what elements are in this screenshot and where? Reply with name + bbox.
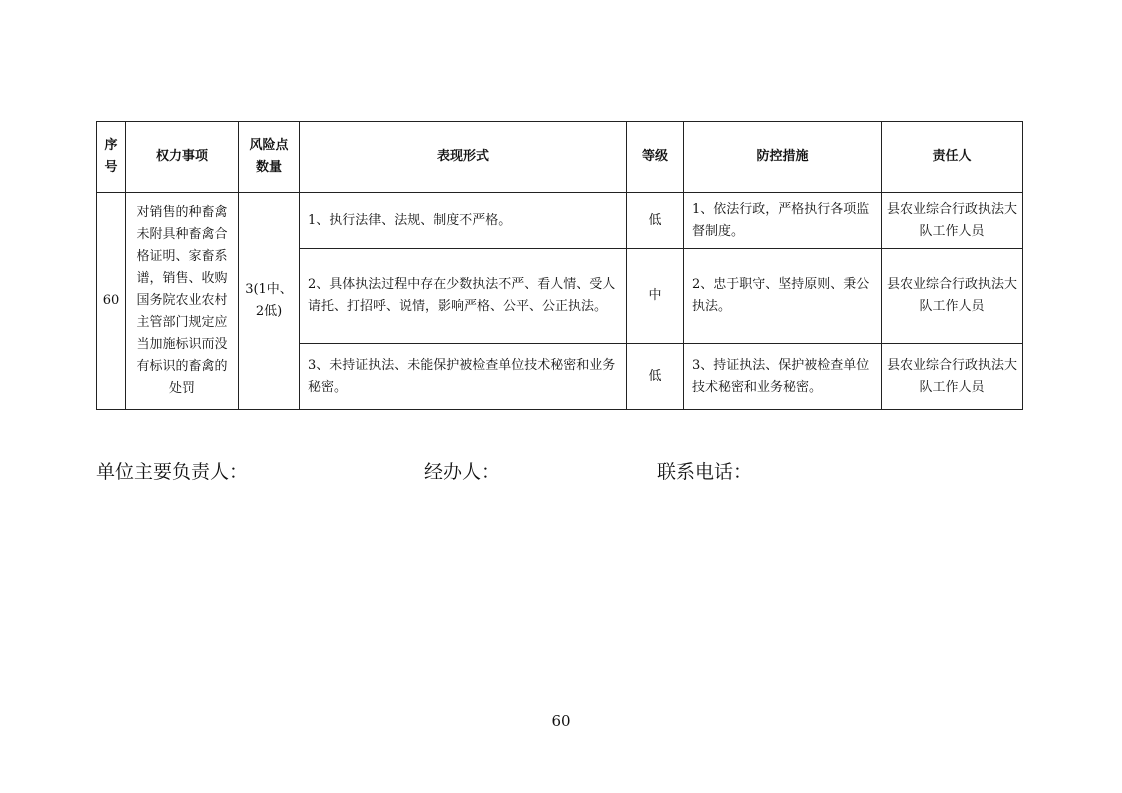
header-level: 等级 xyxy=(627,122,684,193)
header-risk-count: 风险点数量 xyxy=(239,122,300,193)
header-manifestation: 表现形式 xyxy=(300,122,627,193)
level-2: 中 xyxy=(627,249,684,344)
manifestation-3: 3、未持证执法、未能保护被检查单位技术秘密和业务秘密。 xyxy=(300,344,627,410)
level-3: 低 xyxy=(627,344,684,410)
measure-3: 3、持证执法、保护被检查单位技术秘密和业务秘密。 xyxy=(684,344,882,410)
manifestation-1: 1、执行法律、法规、制度不严格。 xyxy=(300,193,627,249)
table-header-row xyxy=(97,122,1023,193)
handler-label: 经办人： xyxy=(424,461,501,483)
level-1: 低 xyxy=(627,193,684,249)
risk-control-table xyxy=(96,121,1023,410)
principal-label: 单位主要负责人： xyxy=(96,461,249,483)
page-number: 60 xyxy=(551,712,571,730)
power-item: 对销售的种畜禽未附具种畜禽合格证明、家畜系谱，销售、收购国务院农业农村主管部门规定应当加施标识而没有标识的畜禽的处罚 xyxy=(126,193,239,410)
risk-count: 3(1中、2低) xyxy=(239,193,300,410)
responsible-2: 县农业综合行政执法大队工作人员 xyxy=(882,249,1023,344)
row-number: 60 xyxy=(97,193,126,410)
responsible-3: 县农业综合行政执法大队工作人员 xyxy=(882,344,1023,410)
measure-2: 2、忠于职守、坚持原则、秉公执法。 xyxy=(684,249,882,344)
header-responsible: 责任人 xyxy=(882,122,1023,193)
manifestation-2: 2、具体执法过程中存在少数执法不严、看人情、受人请托、打招呼、说情，影响严格、公平、公正执法。 xyxy=(300,249,627,344)
phone-label: 联系电话： xyxy=(657,461,753,483)
header-power-item: 权力事项 xyxy=(126,122,239,193)
table-row xyxy=(97,193,1023,249)
responsible-1: 县农业综合行政执法大队工作人员 xyxy=(882,193,1023,249)
measure-1: 1、依法行政，严格执行各项监督制度。 xyxy=(684,193,882,249)
header-number: 序号 xyxy=(97,122,126,193)
header-measures: 防控措施 xyxy=(684,122,882,193)
